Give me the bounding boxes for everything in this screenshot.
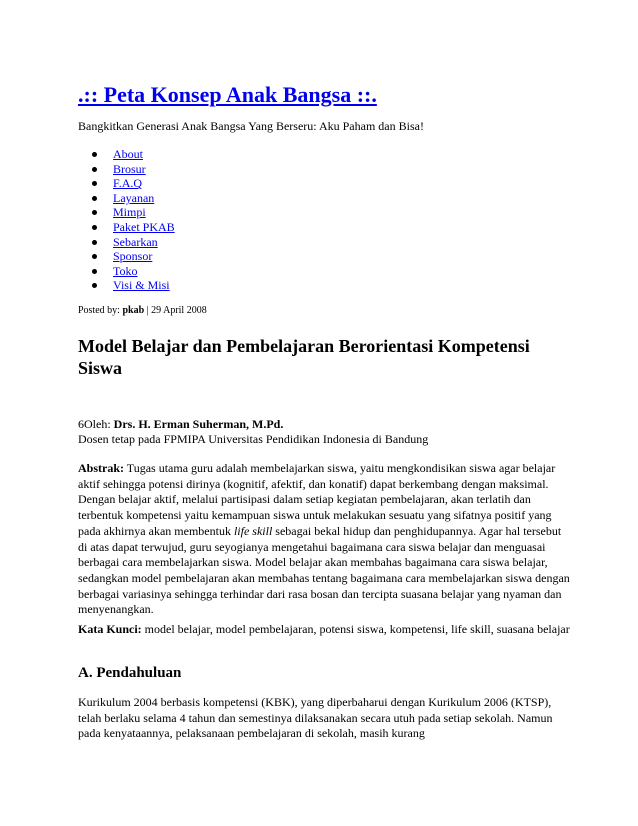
nav-link-sebarkan[interactable]: Sebarkan (113, 234, 158, 249)
section-heading: A. Pendahuluan (78, 665, 182, 681)
post-title: Model Belajar dan Pembelajaran Berorientasi Kompetensi Siswa (78, 336, 530, 378)
author-prefix: 6Oleh: (78, 417, 114, 431)
site-tagline: Bangkitkan Generasi Anak Bangsa Yang Berseru: Aku Paham dan Bisa! (78, 119, 424, 133)
bullet-icon (92, 152, 97, 157)
nav-item-layanan (78, 191, 175, 206)
post-meta (78, 304, 207, 318)
nav-item-paket-pkab (78, 220, 175, 235)
intro-paragraph: Kurikulum 2004 berbasis kompetensi (KBK), yang diperbaharui dengan Kurikulum 2006 (KTSP), telah berlaku selama 4 tahun dan semestinya dilaksanakan secara utuh pada setiap sekolah. Namun pada kenyataannya, pelaksanaan pembelajaran di sekolah, masih kurang (78, 695, 553, 741)
abstract-text-2: sebagai bekal hidup dan penghidupannya. Agar hal tersebut di atas dapat terwujud, guru seyogianya mengetahui bagaimana cara siswa belajar dan menguasai berbagai cara membelajarkan siswa. Model belajar akan membahas bagaimana cara siswa belajar, sedangkan model pembelajaran akan membahas tentang bagaimana cara membelajarkan siswa dengan berbagai variasinya sehingga terhindar dari rasa bosan dan tercipta suasana belajar yang nyaman dan menyenangkan. (78, 523, 570, 617)
post-date-separator: | (144, 305, 152, 316)
nav-item-mimpi (78, 205, 175, 220)
bullet-icon (92, 283, 97, 288)
keywords-paragraph (78, 621, 570, 637)
nav-link-brosur[interactable]: Brosur (113, 161, 146, 176)
bullet-icon (92, 269, 97, 274)
bullet-icon (92, 210, 97, 215)
nav-link-toko[interactable]: Toko (113, 263, 138, 278)
abstract-italic-term: life skill (233, 523, 273, 538)
nav-link-layanan[interactable]: Layanan (113, 190, 155, 205)
nav-item-brosur (78, 162, 175, 177)
site-title-link[interactable]: .:: Peta Konsep Anak Bangsa ::. (78, 82, 377, 107)
author-affiliation: Dosen tetap pada FPMIPA Universitas Pendidikan Indonesia di Bandung (78, 432, 429, 446)
bullet-icon (92, 225, 97, 230)
nav-link-faq[interactable]: F.A.Q (113, 176, 143, 191)
abstract-label: Abstrak: (78, 461, 125, 475)
post-author[interactable]: pkab (122, 305, 145, 316)
bullet-icon (92, 254, 97, 259)
nav-item-visi-misi (78, 278, 175, 293)
nav-link-mimpi[interactable]: Mimpi (113, 205, 146, 220)
keywords-text: model belajar, model pembelajaran, potensi siswa, kompetensi, life skill, suasana belajar (141, 622, 570, 636)
nav-item-sebarkan (78, 235, 175, 250)
abstract-text-1: Tugas utama guru adalah membelajarkan siswa, yaitu mengkondisikan siswa agar belajar aktif sehingga potensi dirinya (kognitif, afektif, dan konatif) dapat berkembang dengan maksimal. Dengan belajar aktif, melalui partisipasi dalam setiap kegiatan pembelajaran, akan terlatih dan terbentuk kompetensi yaitu kemampuan siswa untuk melakukan sesuatu yang sifatnya positif yang pada akhirnya akan membentuk (78, 461, 556, 538)
keywords-label: Kata Kunci: (78, 622, 142, 636)
bullet-icon (92, 167, 97, 172)
bullet-icon (92, 181, 97, 186)
bullet-icon (92, 196, 97, 201)
posted-by-label: Posted by: (78, 305, 123, 316)
nav-menu (78, 147, 175, 293)
bullet-icon (92, 240, 97, 245)
author-name: Drs. H. Erman Suherman, M.Pd. (113, 417, 284, 431)
nav-link-sponsor[interactable]: Sponsor (113, 249, 153, 264)
nav-item-sponsor (78, 249, 175, 264)
nav-item-toko (78, 264, 175, 279)
post-date: 29 April 2008 (151, 305, 207, 316)
nav-item-faq (78, 176, 175, 191)
abstract-paragraph (78, 461, 570, 618)
nav-link-about[interactable]: About (113, 147, 143, 161)
site-title (78, 82, 377, 108)
nav-link-visi-misi[interactable]: Visi & Misi (113, 278, 170, 293)
nav-link-paket-pkab[interactable]: Paket PKAB (113, 219, 175, 234)
author-line (78, 417, 283, 432)
nav-item-about (78, 147, 175, 162)
